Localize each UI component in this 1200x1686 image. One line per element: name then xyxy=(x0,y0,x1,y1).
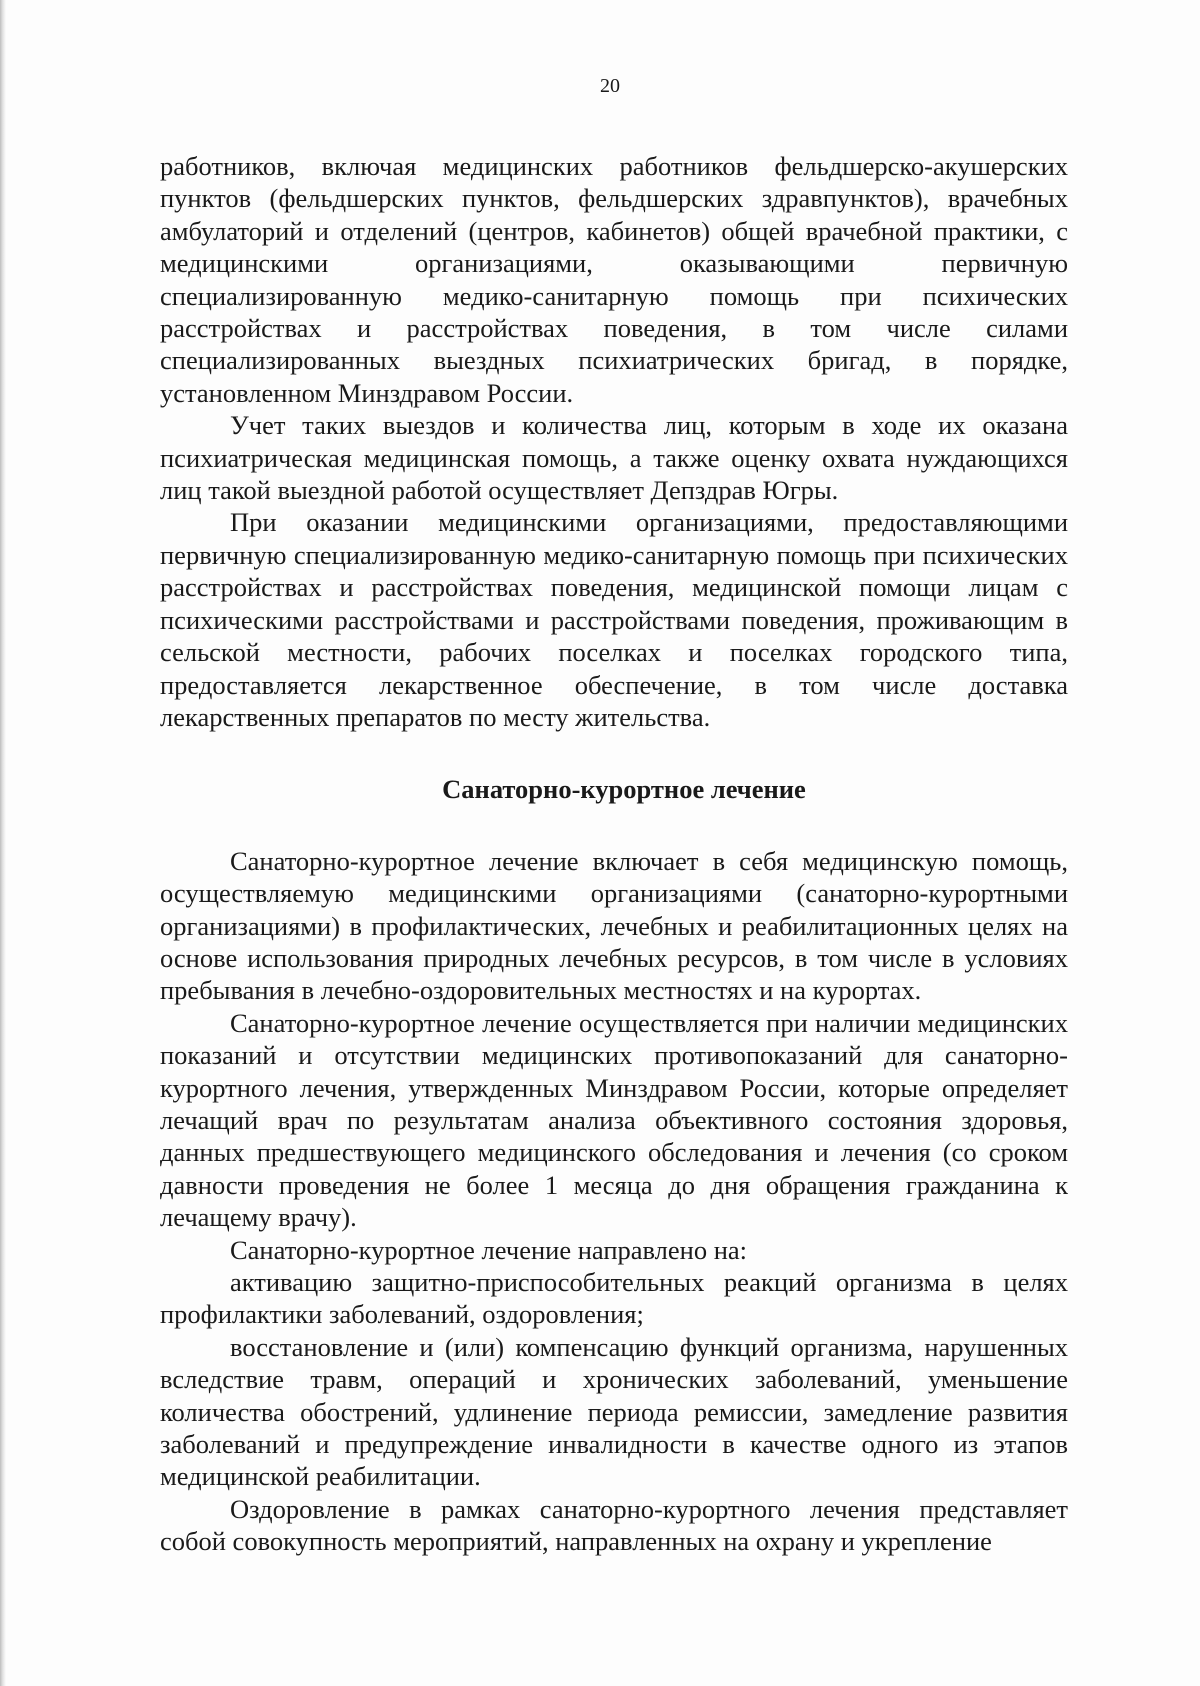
paragraph-aim-activation: активацию защитно-приспособительных реакций организма в целях профилактики заболеваний, оздоровления; xyxy=(160,1267,1068,1330)
paragraph-continuation: работников, включая медицинских работников фельдшерско-акушерских пунктов (фельдшерских пунктов, фельдшерских здравпунктов), врачебных амбулаторий и отделений (центров, кабинетов) общей врачебной практики, с медицинскими организациями, оказывающими первичную специализированную медико-санитарную помощь при психических расстройствах и расстройствах поведения, в том числе силами специализированных выездных психиатрических бригад, в порядке, установленном Минздравом России. xyxy=(160,151,1068,408)
section-heading: Санаторно-курортное лечение xyxy=(442,774,806,805)
paragraph-sanatorium-indications: Санаторно-курортное лечение осуществляется при наличии медицинских показаний и отсутствии медицинских противопоказаний для санаторно-курортного лечения, утвержденных Минздравом России, которые определяет лечащий врач по результатам анализа объективного состояния здоровья, данных предшествующего медицинского обследования и лечения (со сроком давности проведения не более 1 месяца до дня обращения гражданина к лечащему врачу). xyxy=(160,1007,1068,1233)
paragraph-accounting: Учет таких выездов и количества лиц, которым в ходе их оказана психиатрическая медицинская помощь, а также оценку охвата нуждающихся лиц такой выездной работой осуществляет Депздрав Югры. xyxy=(160,410,1068,506)
paragraph-health-improvement: Оздоровление в рамках санаторно-курортного лечения представляет собой совокупность мероприятий, направленных на охрану и укрепление xyxy=(160,1493,1068,1557)
paragraph-sanatorium-definition: Санаторно-курортное лечение включает в себя медицинскую помощь, осуществляемую медицинскими организациями (санаторно-курортными организациями) в профилактических, лечебных и реабилитационных целях на основе использования природных лечебных ресурсов, в том числе в условиях пребывания в лечебно-оздоровительных местностях и на курортах. xyxy=(160,845,1068,1006)
paragraph-sanatorium-aims-intro: Санаторно-курортное лечение направлено на: xyxy=(230,1234,748,1265)
page-number: 20 xyxy=(600,75,620,97)
paragraph-drug-provision: При оказании медицинскими организациями, предоставляющими первичную специализированную медико-санитарную помощь при психических расстройствах и расстройствах поведения, медицинской помощи лицам с психическими расстройствами и расстройствами поведения, проживающим в сельской местности, рабочих поселках и поселках городского типа, предоставляется лекарственное обеспечение, в том числе доставка лекарственных препаратов по месту жительства. xyxy=(160,507,1068,732)
scan-edge-shadow xyxy=(0,0,6,1686)
document-body xyxy=(160,150,1068,1558)
paragraph-aim-restoration: восстановление и (или) компенсацию функций организма, нарушенных вследствие травм, операций и хронических заболеваний, уменьшение количества обострений, удлинение периода ремиссии, замедление развития заболеваний и предупреждение инвалидности в качестве одного из этапов медицинской реабилитации. xyxy=(160,1331,1068,1492)
